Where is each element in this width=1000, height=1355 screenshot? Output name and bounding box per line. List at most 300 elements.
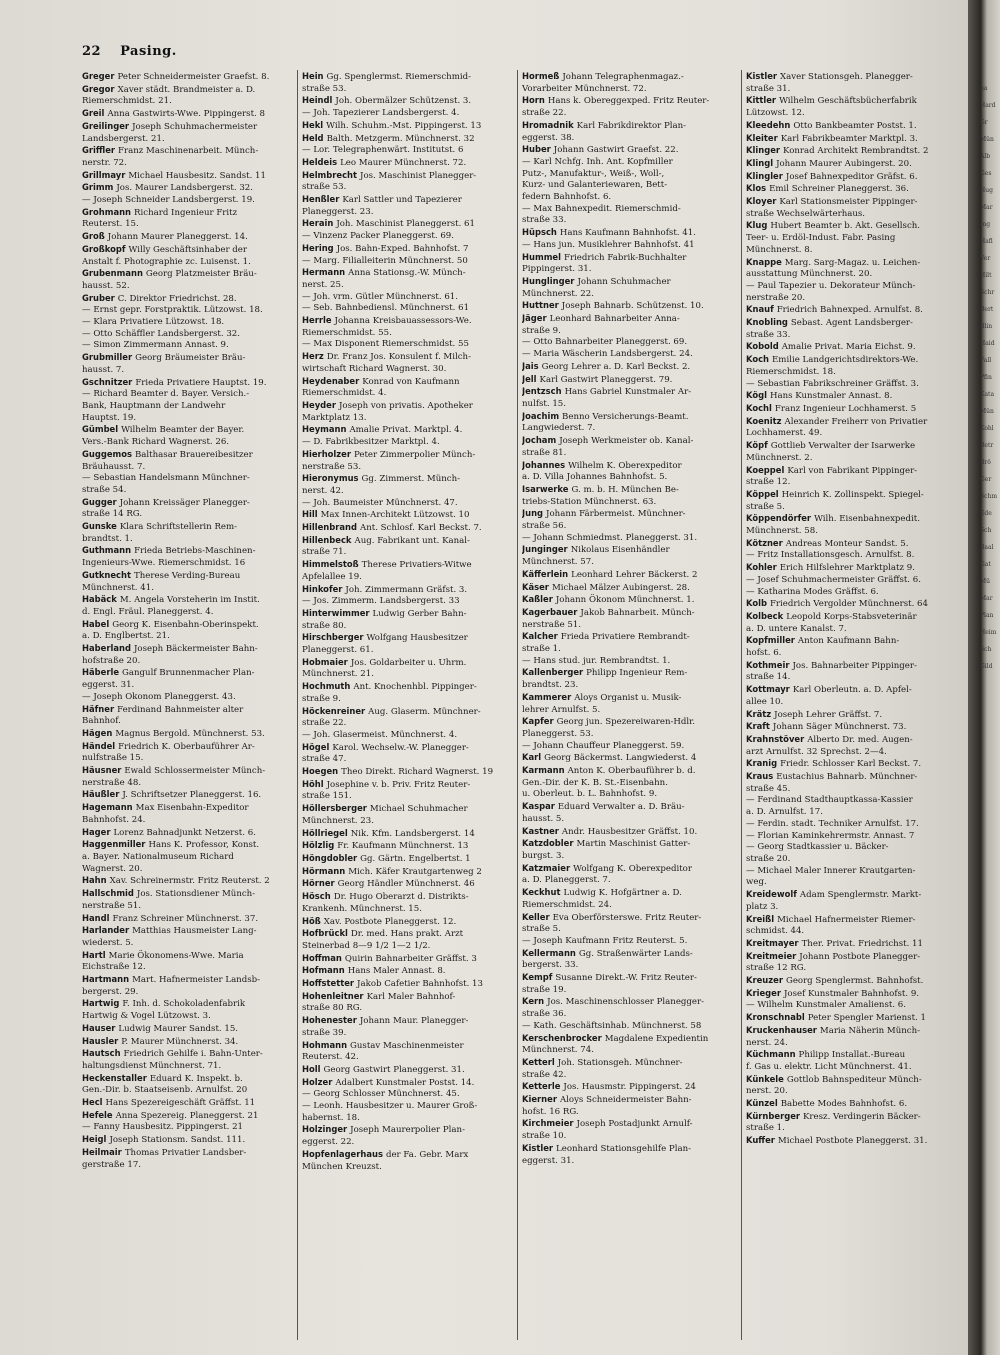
- entry-surname: Klingl: [746, 157, 774, 168]
- entry-details: eggerst. 22.: [302, 1137, 355, 1148]
- directory-entry: [746, 1111, 966, 1124]
- directory-entry: [522, 594, 738, 607]
- entry-surname: Kögl: [746, 390, 767, 401]
- entry-surname: Hüpsch: [522, 227, 557, 238]
- entry-details: Wilhelm Geschäftsbücherfabrik: [779, 96, 917, 107]
- entry-details: Ingenieurs-Wwe. Riemerschmidst. 16: [82, 558, 246, 569]
- directory-entry: [746, 784, 966, 796]
- entry-details: Münchnerst. 57.: [522, 557, 594, 568]
- entry-details: — Simon Zimmermann Annast. 9.: [82, 340, 229, 351]
- directory-entry: [746, 1098, 966, 1111]
- entry-details: Aloys Organist u. Musik-: [574, 692, 682, 703]
- entry-surname: Hartwig: [82, 998, 120, 1009]
- directory-entry: [746, 209, 966, 221]
- directory-entry: [746, 975, 966, 988]
- entry-surname: Helmbrecht: [302, 169, 358, 180]
- directory-entry: [522, 460, 738, 473]
- entry-details: Johann Kreissäger Planegger-: [119, 497, 250, 508]
- entry-details: Riemerschmidst. 18.: [746, 366, 836, 377]
- entry-details: Gg. Spenglermst. Riemerschmid-: [326, 72, 471, 82]
- directory-entry: [522, 569, 738, 582]
- entry-details: Vers.-Bank Richard Wagnerst. 26.: [82, 437, 230, 448]
- entry-details: — Florian Kaminkehrermstr. Annast. 7: [746, 830, 915, 841]
- directory-entry: [746, 1135, 966, 1148]
- entry-surname: Gregor: [82, 83, 115, 94]
- entry-surname: Kapfer: [522, 716, 554, 727]
- entry-details: Eustachius Bahnarb. Münchner-: [776, 772, 918, 783]
- directory-entry: [82, 545, 294, 558]
- entry-details: Wilhelm Beamter der Bayer.: [121, 425, 245, 436]
- directory-entry: [746, 697, 966, 709]
- entry-details: Eduard Verwalter a. D. Bräu-: [557, 802, 685, 813]
- entry-surname: Joachim: [522, 410, 560, 421]
- directory-entry: [522, 680, 738, 692]
- entry-details: Konrad Architekt Rembrandtst. 2: [783, 146, 929, 157]
- entry-details: Riemerschmidst. 4.: [302, 388, 387, 399]
- directory-entry: [522, 936, 738, 948]
- directory-entry: [302, 303, 514, 315]
- entry-details: Joseph von privatis. Apotheker: [338, 400, 473, 411]
- entry-details: — Hans stud. jur. Rembrandtst. 1.: [522, 655, 671, 666]
- directory-entry: [522, 361, 738, 374]
- directory-entry: [82, 570, 294, 583]
- directory-entry: [302, 243, 514, 256]
- entry-surname: Högel: [302, 741, 330, 752]
- entry-details: Reuterst. 15.: [82, 219, 139, 230]
- entry-surname: Hofbrückl: [302, 928, 348, 939]
- entry-surname: Kittler: [746, 95, 777, 106]
- entry-details: straße 19.: [522, 984, 567, 995]
- entry-surname: Kirchmeier: [522, 1118, 574, 1129]
- directory-entry: [302, 632, 514, 645]
- entry-details: Josef Kunstmaler Bahnhofst. 9.: [783, 988, 920, 999]
- entry-details: straße 56.: [522, 521, 567, 532]
- entry-details: Johann Färbermeist. Münchner-: [546, 509, 686, 520]
- entry-details: straße Wechselwärterhaus.: [746, 208, 866, 219]
- entry-surname: Himmelstoß: [302, 559, 359, 570]
- entry-surname: Klug: [746, 220, 768, 231]
- directory-entry: [746, 379, 966, 391]
- directory-entry: [522, 484, 738, 497]
- entry-surname: Hierholzer: [302, 448, 351, 459]
- entry-surname: Jocham: [522, 435, 557, 446]
- entry-surname: Kopfmiller: [746, 635, 795, 646]
- entry-surname: Kistler: [522, 1142, 554, 1153]
- directory-entry: [746, 416, 966, 429]
- directory-entry: [746, 330, 966, 342]
- directory-entry: [302, 71, 514, 84]
- directory-entry: [82, 1048, 294, 1061]
- entry-details: Joh. Maschinist Planeggerst. 61: [336, 219, 475, 230]
- entry-surname: Kreitmeier: [746, 950, 797, 961]
- directory-entry: [82, 913, 294, 926]
- entry-details: Quirin Bahnarbeiter Gräffst. 3: [344, 953, 477, 964]
- column-divider: [297, 70, 298, 1340]
- entry-details: — Georg Schlosser Münchnerst. 45.: [302, 1089, 460, 1100]
- entry-details: — Richard Beamter d. Bayer. Versich.-: [82, 389, 250, 400]
- entry-details: habernst. 18.: [302, 1112, 360, 1123]
- entry-details: Martin Maschinist Gatter-: [576, 839, 691, 850]
- entry-details: — Michael Maler Innerer Krautgarten-: [746, 865, 916, 876]
- entry-surname: Groß: [82, 231, 105, 242]
- directory-entry: [82, 71, 294, 84]
- entry-surname: Jung: [522, 508, 544, 519]
- entry-surname: Krieger: [746, 987, 781, 998]
- entry-details: brandtst. 1.: [82, 533, 133, 544]
- entry-details: Krankenh. Münchnerst. 15.: [302, 903, 422, 914]
- directory-entry: [82, 753, 294, 765]
- directory-entry: [522, 326, 738, 338]
- entry-details: Michael Postbote Planeggerst. 31.: [777, 1136, 928, 1147]
- directory-entry: [746, 877, 966, 889]
- entry-details: straße 47.: [302, 754, 347, 765]
- directory-entry: [746, 866, 966, 878]
- directory-entry: [82, 509, 294, 521]
- directory-entry: [522, 729, 738, 741]
- entry-details: straße 14.: [746, 672, 791, 683]
- entry-details: straße 5.: [522, 924, 561, 935]
- entry-surname: Hillenbeck: [302, 534, 352, 545]
- directory-entry: [302, 376, 514, 389]
- directory-entry: [746, 133, 966, 146]
- directory-entry: [82, 938, 294, 950]
- entry-details: straße 42.: [522, 1069, 567, 1080]
- entry-details: Babette Modes Bahnhofst. 6.: [780, 1099, 908, 1110]
- entry-details: — Otto Bahnarbeiter Planeggerst. 69.: [522, 337, 688, 348]
- entry-surname: Hummel: [522, 251, 561, 262]
- entry-surname: Hopfenlagerhaus: [302, 1148, 383, 1159]
- directory-entry: [522, 912, 738, 925]
- entry-details: Michael Hausbesitz. Sandst. 11: [128, 170, 266, 181]
- entry-details: Gottlob Bahnspediteur Münch-: [786, 1074, 922, 1085]
- entry-surname: Kraft: [746, 721, 770, 732]
- entry-details: — Joseph Schneider Landsbergerst. 19.: [82, 195, 255, 206]
- directory-entry: [746, 403, 966, 416]
- entry-details: straße 45.: [746, 783, 791, 794]
- entry-details: Johann Gastwirt Graefst. 22.: [553, 145, 679, 156]
- directory-column-4: [746, 71, 966, 1343]
- entry-surname: Großkopf: [82, 243, 126, 254]
- entry-surname: Hinkofer: [302, 583, 343, 594]
- directory-entry: [522, 741, 738, 753]
- entry-details: Planeggerst. 23.: [302, 206, 374, 217]
- entry-surname: Hekl: [302, 119, 324, 130]
- entry-details: Karl Gastwirt Planeggerst. 79.: [539, 374, 673, 385]
- directory-entry: [522, 349, 738, 361]
- entry-details: Münchnerst. 74.: [522, 1045, 594, 1056]
- entry-surname: Knauf: [746, 304, 774, 315]
- entry-details: Bank, Hauptmann der Landwehr: [82, 400, 226, 411]
- directory-entry: [746, 108, 966, 120]
- entry-details: Jakob Cafetier Bahnhofst. 13: [357, 979, 483, 990]
- directory-entry: [302, 1162, 514, 1174]
- entry-surname: Heydenaber: [302, 375, 360, 386]
- directory-entry: [522, 1143, 738, 1156]
- entry-details: nerstr. 72.: [82, 157, 127, 168]
- entry-details: Gustav Maschinenmeister: [350, 1040, 464, 1051]
- directory-entry: [82, 317, 294, 329]
- entry-details: — Max Disponent Riemerschmidst. 55: [302, 339, 469, 350]
- entry-surname: Gschnitzer: [82, 376, 133, 387]
- directory-entry: [82, 134, 294, 146]
- directory-entry: [302, 207, 514, 219]
- directory-entry: [302, 388, 514, 400]
- entry-details: platz 3.: [746, 901, 779, 912]
- entry-details: Peter Schneidermeister Graefst. 8.: [117, 72, 270, 82]
- entry-details: Joseph Werkmeister ob. Kanal-: [559, 436, 694, 447]
- entry-details: Karl von Fabrikant Pippinger-: [787, 465, 918, 476]
- directory-entry: [746, 598, 966, 611]
- entry-details: Putz-, Manufaktur-, Weiß-, Woll-,: [522, 168, 665, 179]
- entry-surname: Hefele: [82, 1109, 113, 1120]
- entry-details: Ther. Privat. Friedrichst. 11: [801, 938, 923, 949]
- directory-entry: [522, 411, 738, 424]
- directory-entry: [82, 998, 294, 1011]
- entry-surname: Käfferlein: [522, 568, 569, 579]
- directory-entry: [522, 863, 738, 876]
- entry-details: Anton K. Oberbauführer b. d.: [567, 766, 696, 777]
- entry-details: Vorarbeiter Münchnerst. 72.: [522, 83, 647, 94]
- directory-entry: [746, 842, 966, 854]
- directory-entry: [522, 1107, 738, 1119]
- directory-entry: [302, 1003, 514, 1015]
- directory-entry: [82, 158, 294, 170]
- entry-surname: Gunske: [82, 521, 117, 532]
- directory-entry: [522, 180, 738, 192]
- entry-details: Heinrich K. Zollinspekt. Spiegel-: [781, 489, 924, 500]
- directory-entry: [82, 643, 294, 656]
- directory-entry: [82, 1122, 294, 1134]
- column-divider: [741, 70, 742, 1340]
- entry-details: bergerst. 33.: [522, 960, 579, 971]
- entry-details: Lützowst. 12.: [746, 108, 805, 119]
- entry-details: Gg. Gärtn. Engelbertst. 1: [360, 854, 471, 864]
- entry-details: Benno Versicherungs-Beamt.: [562, 411, 689, 422]
- directory-entry: [746, 926, 966, 938]
- entry-details: nulfst. 15.: [522, 398, 566, 409]
- directory-entry: [746, 526, 966, 538]
- entry-details: Ludwig Maurer Sandst. 15.: [118, 1023, 239, 1034]
- entry-details: straße 20.: [746, 854, 791, 864]
- directory-entry: [746, 902, 966, 914]
- directory-entry: [522, 169, 738, 181]
- entry-details: Eduard K. Inspekt. b.: [149, 1073, 243, 1084]
- directory-column-2: [302, 71, 514, 1343]
- directory-entry: [82, 1011, 294, 1023]
- entry-surname: Hormeß: [522, 71, 560, 81]
- entry-details: straße 80 RG.: [302, 1003, 363, 1014]
- entry-surname: Hecl: [82, 1097, 103, 1108]
- entry-details: Münchnerst. 21.: [302, 669, 374, 680]
- directory-entry: [522, 875, 738, 887]
- directory-entry: [522, 252, 738, 265]
- entry-details: Kresz. Verdingerin Bäcker-: [803, 1111, 921, 1122]
- entry-details: Joseph Bahnarb. Schützenst. 10.: [561, 301, 704, 312]
- entry-surname: Junginger: [522, 544, 568, 555]
- entry-surname: Hering: [302, 242, 334, 253]
- directory-entry: [522, 1009, 738, 1021]
- entry-surname: Keckhut: [522, 887, 561, 898]
- directory-entry: [746, 245, 966, 257]
- entry-surname: Hoffman: [302, 952, 342, 963]
- directory-entry: [82, 1061, 294, 1073]
- entry-surname: Krahnstöver: [746, 733, 805, 744]
- entry-details: Planeggerst. 53.: [522, 728, 594, 739]
- entry-details: — Kath. Geschäftsinhab. Münchnerst. 58: [522, 1020, 702, 1031]
- directory-entry: [746, 1000, 966, 1012]
- directory-entry: [746, 914, 966, 927]
- directory-entry: [302, 437, 514, 449]
- entry-surname: Grubenmann: [82, 268, 143, 279]
- entry-details: Münchnerst. 41.: [82, 582, 154, 593]
- entry-details: Richard Ingenieur Fritz: [134, 207, 238, 218]
- entry-details: wirtschaft Richard Wagnerst. 30.: [302, 363, 447, 374]
- entry-details: — Joh. Glasermeist. Münchnerst. 4.: [302, 729, 458, 740]
- entry-details: Hans K. Professor, Konst.: [148, 840, 260, 851]
- entry-surname: Künzel: [746, 1098, 778, 1109]
- entry-details: Joh. Zimmermann Gräfst. 3.: [345, 584, 468, 595]
- directory-entry: [746, 684, 966, 697]
- entry-details: Xaver städt. Brandmeister a. D.: [117, 84, 256, 95]
- entry-details: ausstattung Münchnerst. 20.: [746, 269, 873, 280]
- entry-details: — Ferdin. stadt. Techniker Arnulfst. 17.: [746, 818, 919, 829]
- adjacent-page-fragments: ha Hard Gr Mün Alb Ges Hug Mar Ing Hafl Ver Hilt Schr Bert Blin Haid Fall Pfin Kata Mün Kohl Betr Brö Ger Schm Ede Sch Baal Gat Mü Mar Plan Heim Sch Gild: [980, 85, 998, 670]
- entry-surname: Grimm: [82, 182, 114, 193]
- directory-entry: [522, 448, 738, 460]
- entry-surname: Gruber: [82, 292, 115, 303]
- directory-entry: [522, 497, 738, 509]
- entry-surname: Künkele: [746, 1073, 784, 1084]
- entry-surname: Hoffstetter: [302, 978, 355, 989]
- entry-surname: Kuffer: [746, 1135, 775, 1146]
- entry-surname: Klinger: [746, 145, 780, 156]
- directory-entry: [82, 244, 294, 257]
- entry-details: straße 33.: [522, 215, 567, 226]
- entry-details: Münchnerst. 2.: [746, 452, 813, 463]
- directory-entry: [82, 728, 294, 741]
- entry-details: — Katharina Modes Gräffst. 6.: [746, 586, 879, 597]
- entry-details: Jos. Goldarbeiter u. Uhrm.: [350, 657, 467, 668]
- entry-details: Andreas Monteur Sandst. 5.: [785, 538, 909, 549]
- directory-entry: [302, 694, 514, 706]
- entry-details: Joseph Stationsm. Sandst. 111.: [109, 1135, 246, 1146]
- entry-details: triebs-Station Münchnerst. 63.: [522, 496, 657, 507]
- entry-details: Friedrich Gehilfe i. Bahn-Unter-: [123, 1049, 263, 1060]
- entry-details: straße 9.: [302, 693, 341, 704]
- entry-surname: Hörner: [302, 878, 335, 889]
- entry-details: — Sebastian Handelsmann Münchner-: [82, 473, 250, 484]
- entry-surname: Kallenberger: [522, 667, 584, 678]
- directory-entry: [302, 157, 514, 170]
- entry-surname: Hieronymus: [302, 473, 359, 484]
- entry-details: Andr. Hausbesitzer Gräffst. 10.: [561, 826, 698, 837]
- entry-surname: Habäck: [82, 594, 117, 605]
- directory-entry: [746, 120, 966, 133]
- directory-entry: [302, 978, 514, 991]
- entry-details: arzt Arnulfst. 32 Sprechst. 2—4.: [746, 746, 887, 757]
- entry-details: Gen.-Dir. der K. B. St.-Eisenbahn.: [522, 777, 668, 788]
- entry-surname: Keller: [522, 911, 550, 922]
- directory-entry: [746, 489, 966, 502]
- entry-details: Joseph Lehrer Gräffst. 7.: [774, 709, 883, 720]
- entry-details: — Josef Schuhmachermeister Gräffst. 6.: [746, 574, 921, 585]
- entry-details: a. D. Villa Johannes Bahnhofst. 5.: [522, 472, 668, 483]
- entry-details: Johann Schuhmacher: [577, 276, 671, 287]
- entry-surname: Hermann: [302, 267, 346, 278]
- entry-details: Philipp Ingenieur Rem-: [586, 668, 688, 679]
- entry-details: Michael Schuhmacher: [369, 804, 468, 815]
- directory-entry: [82, 875, 294, 888]
- entry-details: straße 31.: [746, 83, 791, 94]
- entry-surname: Kranig: [746, 758, 778, 769]
- entry-details: — Joseph Ökonom Planeggerst. 43.: [82, 691, 236, 702]
- directory-entry: [522, 838, 738, 851]
- entry-surname: Hillenbrand: [302, 522, 357, 533]
- entry-details: Hans Kaufmann Bahnhofst. 41.: [559, 228, 696, 239]
- entry-details: Münchnerst. 8.: [746, 244, 813, 255]
- directory-entry: [746, 171, 966, 184]
- directory-entry: [82, 1036, 294, 1049]
- entry-details: Friedrich Fabrik-Buchhalter: [563, 252, 687, 263]
- directory-entry: [522, 435, 738, 448]
- directory-entry: [82, 497, 294, 510]
- directory-entry: [746, 721, 966, 734]
- entry-details: Ludwig K. Hofgärtner a. D.: [563, 888, 682, 899]
- adjacent-page-edge: [968, 0, 1000, 1355]
- entry-details: Jos. Bahn-Exped. Bahnhofst. 7: [336, 243, 469, 254]
- directory-entry: [302, 816, 514, 828]
- directory-entry: [522, 789, 738, 801]
- entry-surname: Greilinger: [82, 120, 130, 131]
- entry-surname: Jäger: [522, 313, 547, 324]
- entry-details: Konrad von Kaufmann: [362, 376, 460, 387]
- directory-entry: [82, 864, 294, 876]
- directory-entry: [302, 766, 514, 779]
- directory-entry: [522, 120, 738, 133]
- entry-details: M. Angela Vorsteherin im Instit.: [119, 595, 260, 606]
- directory-entry: [302, 170, 514, 183]
- entry-surname: Koeppel: [746, 464, 785, 475]
- directory-entry: [82, 680, 294, 692]
- entry-details: Xav. Postbote Planeggerst. 12.: [323, 916, 457, 927]
- entry-details: Georg K. Eisenbahn-Oberinspekt.: [112, 619, 259, 630]
- directory-entry: [746, 709, 966, 722]
- directory-entry: [82, 195, 294, 207]
- entry-surname: Höckenreiner: [302, 705, 366, 716]
- directory-entry: [82, 692, 294, 704]
- entry-details: straße 10.: [522, 1131, 567, 1142]
- entry-details: f. Gas u. elektr. Licht Münchnerst. 41.: [746, 1061, 912, 1072]
- entry-details: lehrer Arnulfst. 5.: [522, 704, 601, 715]
- directory-entry: [82, 704, 294, 717]
- directory-entry: [746, 269, 966, 281]
- entry-details: Johann Postbote Planegger-: [799, 951, 921, 962]
- entry-details: straße 1.: [522, 644, 561, 655]
- directory-entry: [746, 477, 966, 489]
- entry-details: Dr. Franz Jos. Konsulent f. Milch-: [326, 352, 471, 363]
- entry-details: Jos. Maschinenschlosser Planegger-: [547, 997, 705, 1008]
- entry-surname: Knappe: [746, 256, 782, 267]
- entry-details: Ant. Schlosf. Karl Beckst. 7.: [360, 523, 482, 534]
- entry-details: Steinerbad 8—9 1/2 1—2 1/2.: [302, 940, 431, 951]
- entry-details: Johann Maurer Aubingerst. 20.: [776, 158, 912, 169]
- directory-entry: [746, 963, 966, 975]
- entry-surname: Hartmann: [82, 974, 130, 985]
- directory-entry: [522, 95, 738, 108]
- entry-details: Adalbert Kunstmaler Postst. 14.: [335, 1077, 475, 1088]
- directory-entry: [82, 305, 294, 317]
- entry-details: Wolfgang K. Oberexpeditor: [573, 863, 692, 874]
